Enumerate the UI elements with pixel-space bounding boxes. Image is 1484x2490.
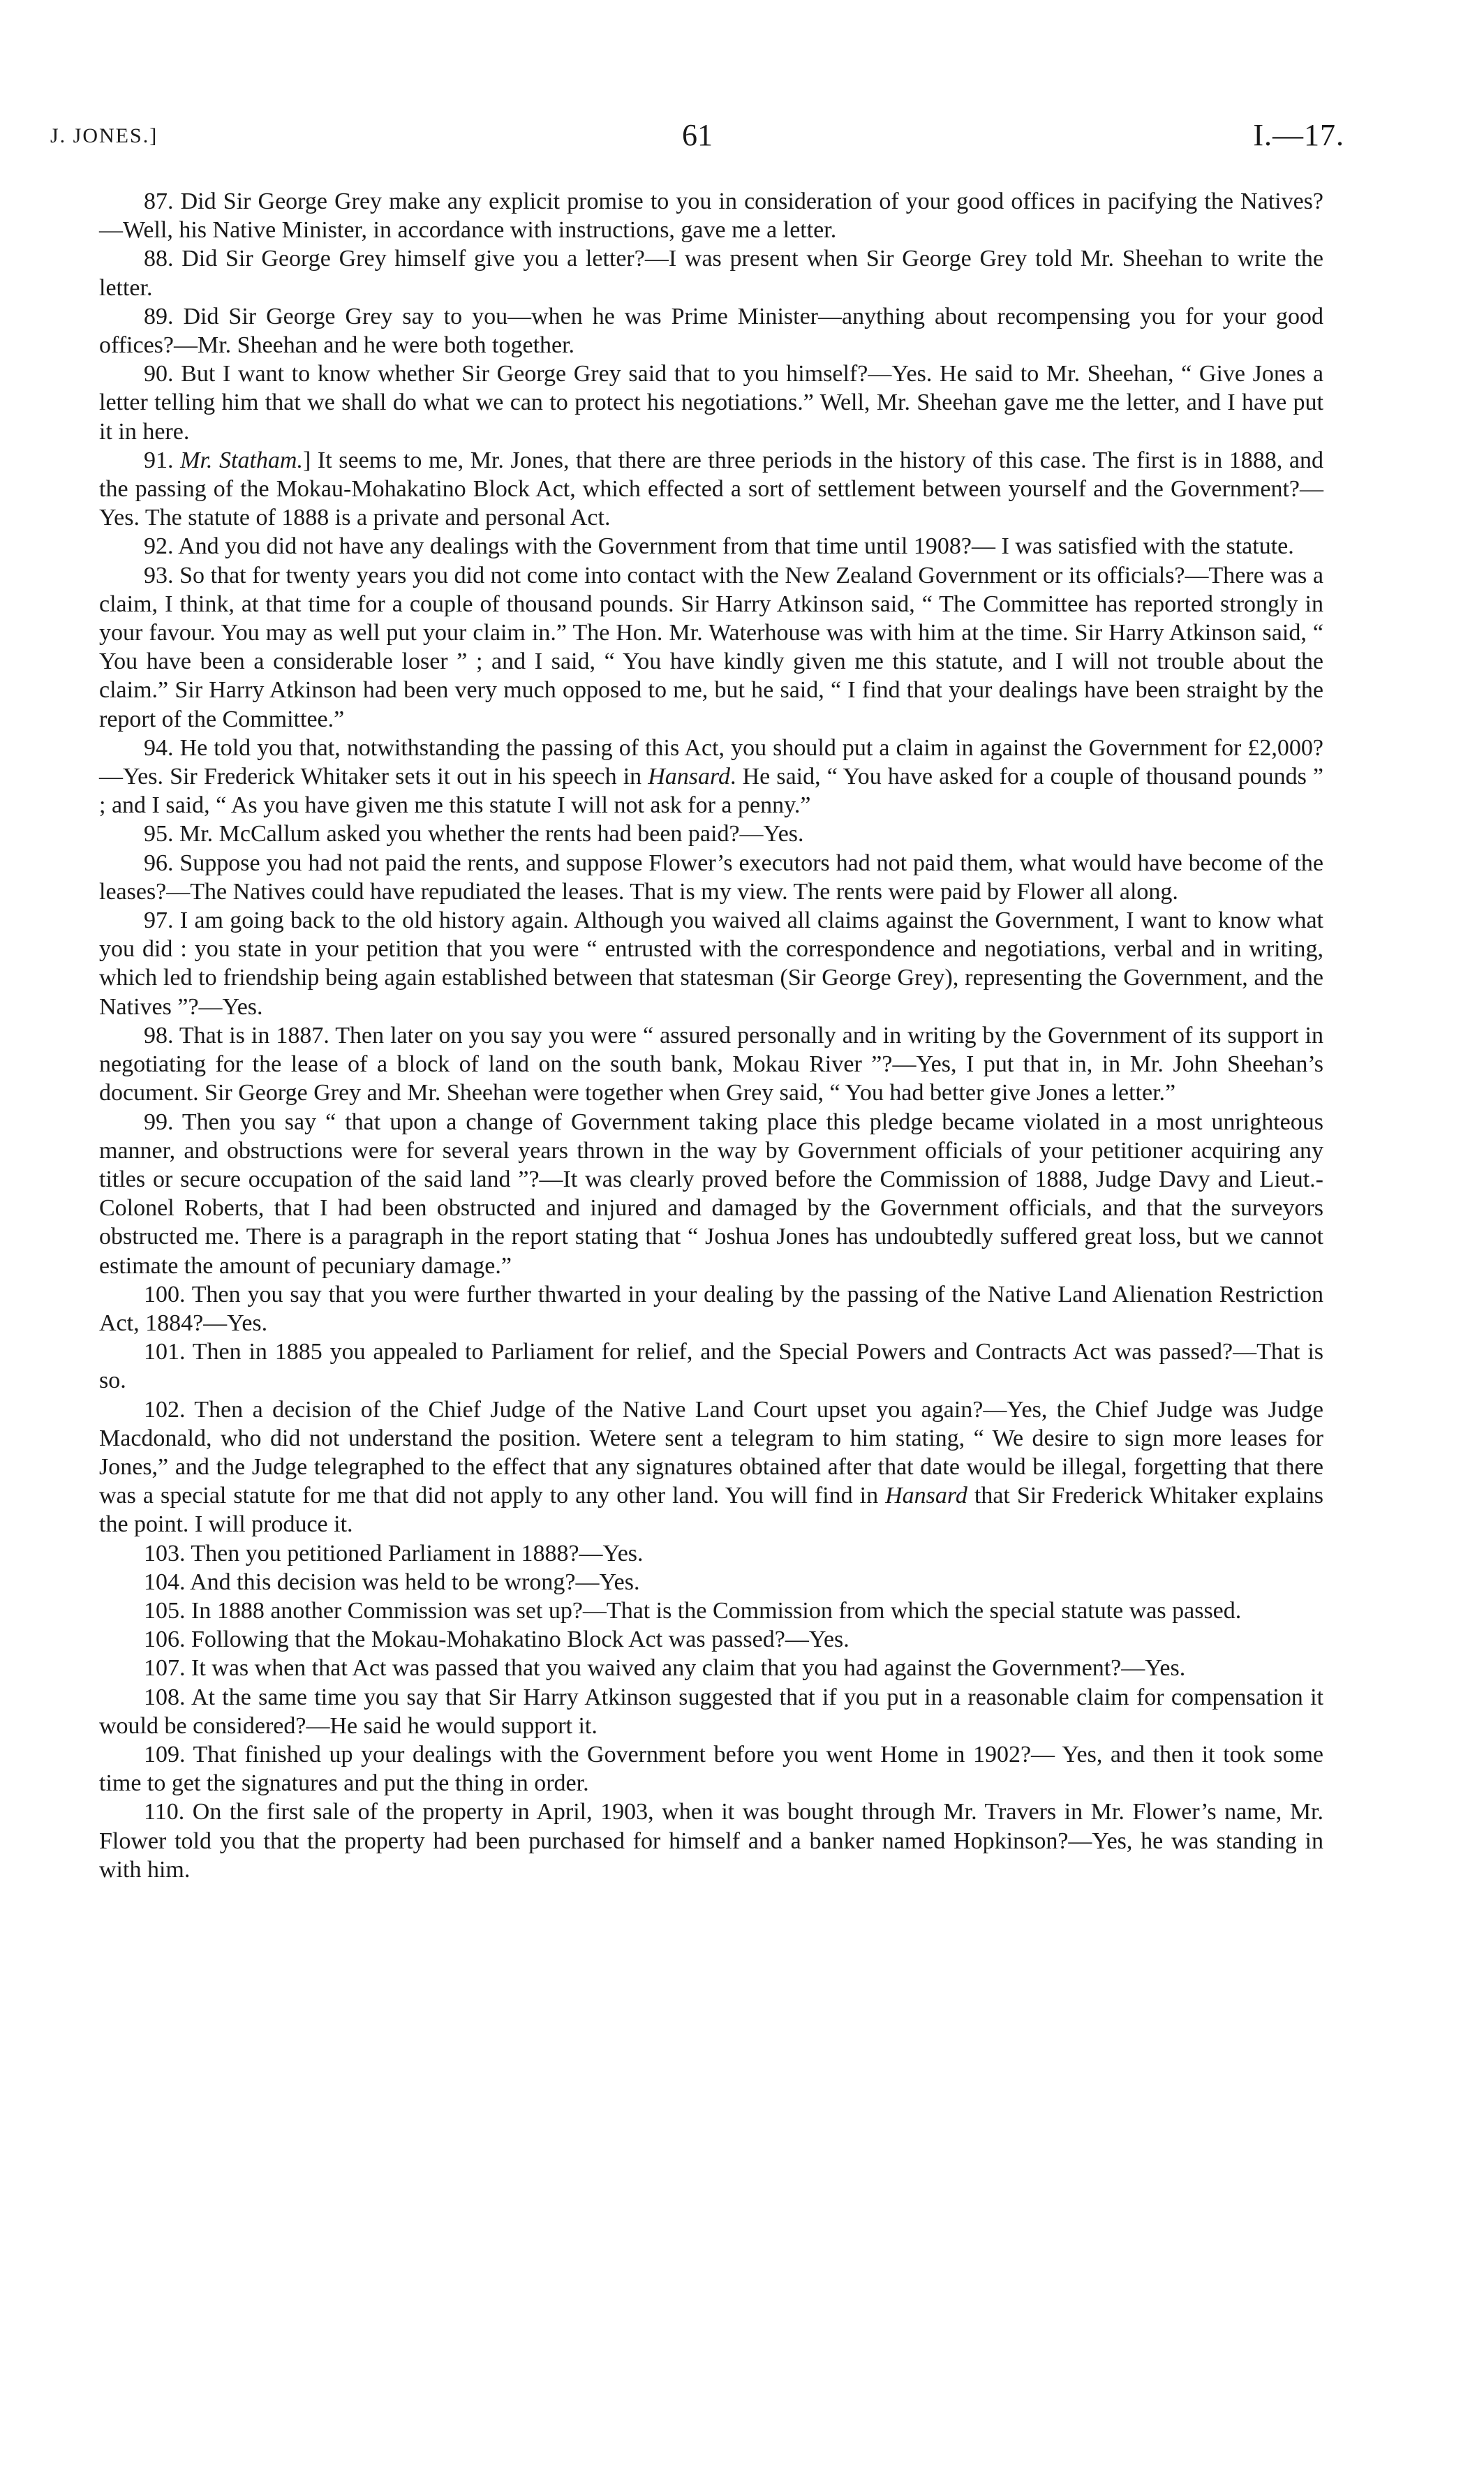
- paragraph-91: 91. Mr. Statham.] It seems to me, Mr. Jones, that there are three periods in the history of this case. The first is in 1888, and the passing of the Mokau-Mohakatino Block Act, which effected a sort of settlement between yourself and the Government?—Yes. The statute of 1888 is a private and personal Act.: [99, 447, 1324, 531]
- paragraph-110: 110. On the first sale of the property in April, 1903, when it was bought through Mr. Travers in Mr. Flower’s name, Mr. Flower told you that the property had been purchased for himself and a banker named Hopkinson?—Yes, he was standing in with him.: [99, 1799, 1323, 1883]
- paragraph-92: 92. And you did not have any dealings with the Government from that time until 1908?— I was satisfied with the statute.: [144, 533, 1294, 560]
- paragraph-106: 106. Following that the Mokau-Mohakatino Block Act was passed?—Yes.: [144, 1626, 849, 1653]
- paragraph-87: 87. Did Sir George Grey make any explicit promise to you in consideration of your good offices in pacifying the Natives?—Well, his Native Minister, in accordance with instructions, gave me a letter.: [99, 188, 1323, 244]
- paragraph-105: 105. In 1888 another Commission was set up?—That is the Commission from which the special statute was passed.: [144, 1597, 1242, 1624]
- header-paper-reference: I.—17.: [1253, 118, 1344, 152]
- paragraph-107: 107. It was when that Act was passed that you waived any claim that you had against the Government?—Yes.: [144, 1655, 1186, 1682]
- paragraph-93: 93. So that for twenty years you did not come into contact with the New Zealand Government or its officials?—There was a claim, I think, at that time for a couple of thousand pounds. Sir Harry Atkinson said, “ The Committee has reported strongly in your favour. You may as well put your claim in.” The Hon. Mr. Waterhouse was with him at the time. Sir Harry Atkinson said, “ You have been a considerable loser ” ; and I said, “ You have kindly given me this statute, and I will not trouble about the claim.” Sir Harry Atkinson had been very much opposed to me, but he said, “ I find that your dealings have been straight by the report of the Committee.”: [99, 562, 1323, 732]
- paragraph-96: 96. Suppose you had not paid the rents, and suppose Flower’s executors had not paid them, what would have become of the leases?—The Natives could have repudiated the leases. That is my view. The rents were paid by Flower all along.: [99, 850, 1323, 905]
- paragraph-98: 98. That is in 1887. Then later on you say you were “ assured personally and in writing by the Government of its support in negotiating for the lease of a block of land on the south bank, Mokau River ”?—Yes, I put that in, in Mr. John Sheehan’s document. Sir George Grey and Mr. Sheehan were together when Grey said, “ You had better give Jones a letter.”: [99, 1022, 1323, 1106]
- paragraph-108: 108. At the same time you say that Sir Harry Atkinson suggested that if you put in a reasonable claim for compensation it would be considered?—He said he would support it.: [99, 1684, 1323, 1739]
- paragraph-88: 88. Did Sir George Grey himself give you a letter?—I was present when Sir George Grey told Mr. Sheehan to write the letter.: [99, 246, 1323, 301]
- paragraph-97: 97. I am going back to the old history again. Although you waived all claims against the Government, I want to know what you did : you state in your petition that you were “ entrusted with the correspondence and negotiations, verbal and in writing, which led to friendship being again established between that statesman (Sir George Grey), representing the Government, and the Natives ”?—Yes.: [99, 907, 1323, 1020]
- paragraph-103: 103. Then you petitioned Parliament in 1888?—Yes.: [144, 1540, 644, 1566]
- page-header: [50, 117, 1344, 159]
- paragraph-102: 102. Then a decision of the Chief Judge of the Native Land Court upset you again?—Yes, the Chief Judge was Judge Macdonald, who did not understand the position. Wetere sent a telegram to him stating, “ We desire to sign more leases for Jones,” and the Judge telegraphed to the effect that any signatures obtained after that date would be illegal, forgetting that there was a special statute for me that did not apply to any other land. You will find in Hansard that Sir Frederick Whitaker explains the point. I will produce it.: [99, 1396, 1323, 1538]
- paragraph-100: 100. Then you say that you were further thwarted in your dealing by the passing of the Native Land Alienation Restriction Act, 1884?—Yes.: [99, 1281, 1323, 1336]
- paragraph-95: 95. Mr. McCallum asked you whether the rents had been paid?—Yes.: [144, 821, 804, 847]
- paragraph-101: 101. Then in 1885 you appealed to Parliament for relief, and the Special Powers and Contracts Act was passed?—That is so.: [99, 1339, 1323, 1394]
- page-number: 61: [682, 118, 713, 152]
- hansard-reference: Hansard: [648, 764, 731, 790]
- paragraph-99: 99. Then you say “ that upon a change of Government taking place this pledge became violated in a most unrighteous manner, and obstructions were for several years thrown in the way by Government officials of your petitioner acquiring any titles or secure occupation of the said land ”?—It was clearly proved before the Commission of 1888, Judge Davy and Lieut.-Colonel Roberts, that I had been obstructed and injured and damaged by the Government officials, and that the surveyors obstructed me. There is a paragraph in the report stating that “ Joshua Jones has undoubtedly suffered great loss, but we cannot estimate the amount of pecuniary damage.”: [99, 1109, 1323, 1279]
- paragraph-90: 90. But I want to know whether Sir George Grey said that to you himself?—Yes. He said to Mr. Sheehan, “ Give Jones a letter telling him that we shall do what we can to protect his negotiations.” Well, Mr. Sheehan gave me the letter, and I have put it in here.: [99, 361, 1323, 445]
- paragraph-89: 89. Did Sir George Grey say to you—when he was Prime Minister—anything about recompensing you for your good offices?—Mr. Sheehan and he were both together.: [99, 303, 1323, 359]
- hansard-reference: Hansard: [885, 1483, 967, 1509]
- header-witness-name: J. JONES.]: [50, 124, 158, 147]
- speaker-name: Mr. Statham.: [180, 447, 303, 473]
- paragraph-109: 109. That finished up your dealings with the Government before you went Home in 1902?— Yes, and then it took some time to get the signatures and put the thing in order.: [99, 1741, 1323, 1797]
- document-body: [99, 187, 1323, 1884]
- paragraph-94: 94. He told you that, notwithstanding the passing of this Act, you should put a claim in against the Government for £2,000?—Yes. Sir Frederick Whitaker sets it out in his speech in Hansard. He said, “ You have asked for a couple of thousand pounds ” ; and I said, “ As you have given me this statute I will not ask for a penny.”: [99, 734, 1323, 819]
- paragraph-104: 104. And this decision was held to be wrong?—Yes.: [144, 1569, 640, 1595]
